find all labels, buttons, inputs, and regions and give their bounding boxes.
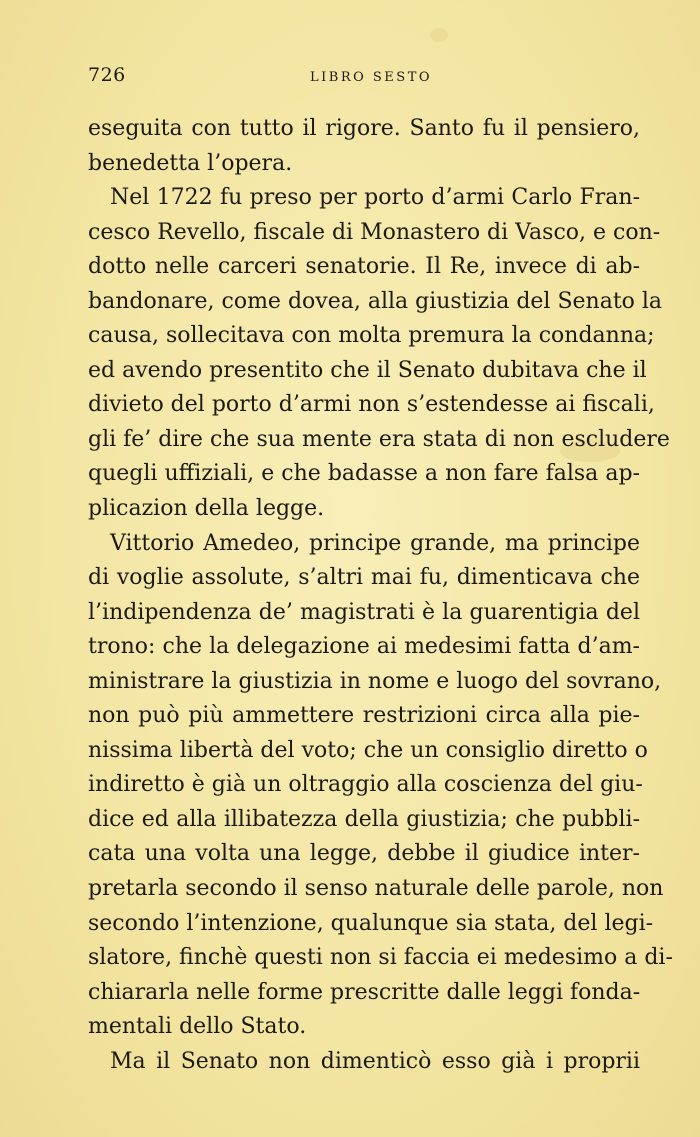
text-line: trono: che la delegazione ai medesimi fatta d’am- <box>88 634 640 660</box>
text-line: Nel 1722 fu preso per porto d’armi Carlo Fran- <box>110 185 640 211</box>
page-number: 726 <box>88 64 126 86</box>
text-line: eseguita con tutto il rigore. Santo fu il pensiero, <box>88 116 640 141</box>
text-line: non può più ammettere restrizioni circa alla pie- <box>88 703 640 729</box>
text-line: gli fe’ dire che sua mente era stata di non escludere <box>88 426 670 452</box>
text-line: bandonare, come dovea, alla giustizia del Senato la <box>88 288 663 314</box>
running-head <box>88 64 638 88</box>
text-line: l’indipendenza de’ magistrati è la guarentigia del <box>88 599 640 625</box>
text-line: plicazion della legge. <box>88 496 325 522</box>
text-line: Ma il Senato non dimenticò esso già i proprii <box>110 1048 640 1074</box>
text-line: benedetta l’opera. <box>88 150 293 176</box>
text-line: chiararla nelle forme prescritte dalle leggi fonda- <box>88 979 641 1005</box>
text-line: dotto nelle carceri senatorie. Il Re, invece di ab- <box>88 254 640 280</box>
text-line: Vittorio Amedeo, principe grande, ma principe <box>110 530 640 556</box>
text-line: causa, sollecitava con molta premura la condanna; <box>88 323 655 349</box>
text-line: secondo l’intenzione, qualunque sia stata, del legi- <box>88 910 654 936</box>
text-line: ed avendo presentito che il Senato dubitava che il <box>88 357 647 383</box>
text-line: nissima libertà del voto; che un consiglio diretto o <box>88 737 648 763</box>
text-line: quegli uffiziali, e che badasse a non fare falsa ap- <box>88 461 640 487</box>
body-text <box>88 112 673 1079</box>
text-line: slatore, finchè questi non si faccia ei medesimo a di- <box>88 945 673 971</box>
text-line: ministrare la giustizia in nome e luogo del sovrano, <box>88 668 662 694</box>
text-line: divieto del porto d’armi non s’estendesse ai fiscali, <box>88 392 655 418</box>
section-title: LIBRO SESTO <box>310 70 433 85</box>
text-line: mentali dello Stato. <box>88 1014 307 1040</box>
text-line: indiretto è già un oltraggio alla coscienza del giu- <box>88 772 643 798</box>
paper-stain <box>430 28 448 42</box>
text-line: dice ed alla illibatezza della giustizia; che pubbli- <box>88 806 640 832</box>
text-line: pretarla secondo il senso naturale delle parole, non <box>88 876 664 902</box>
text-line: di voglie assolute, s’altri mai fu, dimenticava che <box>88 565 640 591</box>
text-line: cata una volta una legge, debbe il giudice inter- <box>88 841 640 867</box>
text-line: cesco Revello, fiscale di Monastero di Vasco, e con- <box>88 219 661 245</box>
